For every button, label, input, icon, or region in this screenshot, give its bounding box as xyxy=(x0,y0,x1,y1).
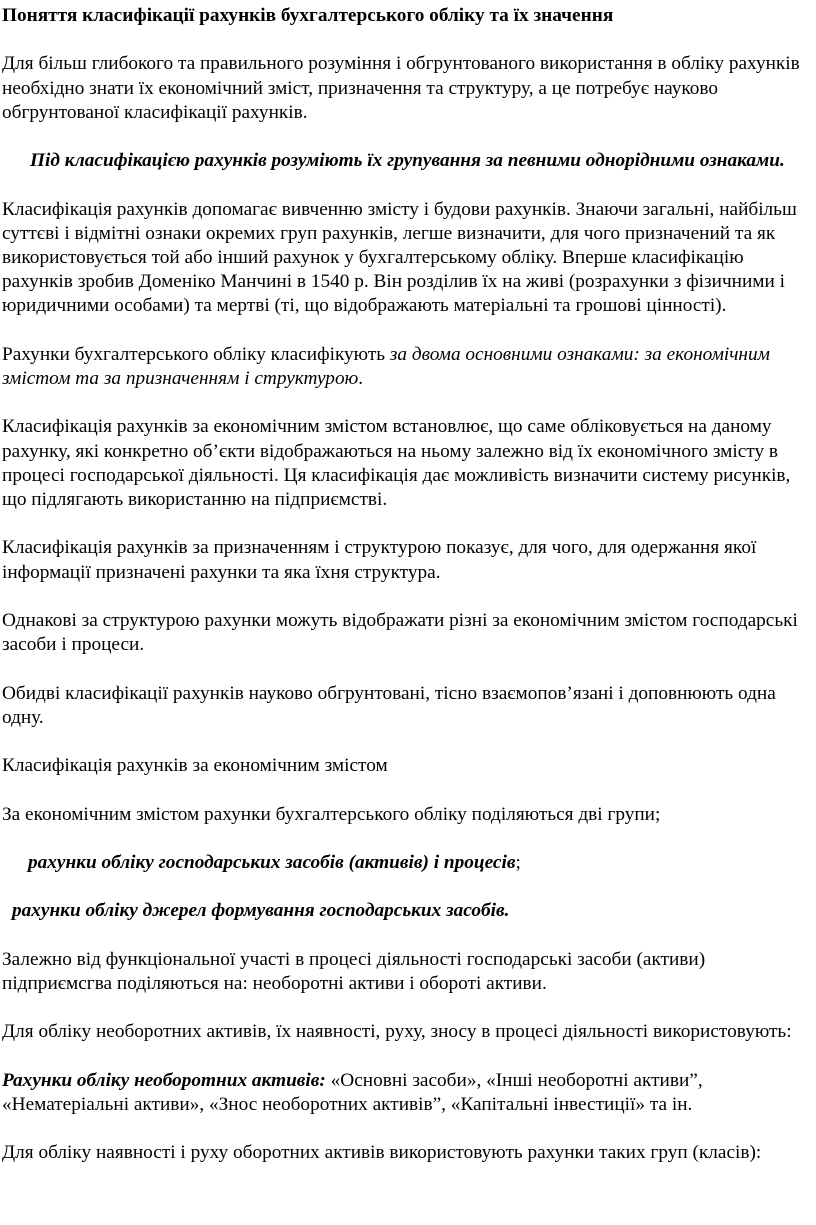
group-item-sources: рахунки обліку джерел формування господарських засобів. xyxy=(12,900,510,922)
paragraph-economic-content: Класифікація рахунків за економічним змістом встановлює, що саме обліковується на даному рахунку, які конкретно об’єкти відображаються на ньому залежно від їх економічного змісту в процесі господарської діяльності. Ця класифікація дає можливість визначити систему рисунків, що підлягають використанню на підприємстві. xyxy=(2,416,791,510)
paragraph-same-structure: Однакові за структурою рахунки можуть відображати різні за економічним змістом господарські засоби і процеси. xyxy=(2,609,798,656)
definition-paragraph: Під класифікацією рахунків розуміють їх групування за певними однорідними ознаками. xyxy=(30,150,785,172)
group-item-assets-end: ; xyxy=(515,851,521,873)
paragraph-functional-participation: Залежно від функціональної участі в процесі діяльності господарські засоби (активи) підприємсгва поділяються на: необоротні активи і обороті активи. xyxy=(2,948,706,994)
paragraph-two-groups: За економічним змістом рахунки бухгалтерського обліку поділяються дві групи; xyxy=(2,803,661,825)
document-title: Поняття класифікації рахунків бухгалтерського обліку та їх значення xyxy=(2,5,614,26)
paragraph-both-classifications: Обидві класифікації рахунків науково обгрунтовані, тісно взаємопов’язані і доповнюють одна одну. xyxy=(2,682,776,728)
paragraph-noncurrent-usage: Для обліку необоротних активів, їх наявності, руху, зносу в процесі діяльності використовують: xyxy=(2,1021,792,1043)
group-item-assets xyxy=(2,851,814,875)
noncurrent-accounts-list: «Основні засоби», «Інші необоротні активи”, «Нематеріальні активи», «Знос необоротних активів”, «Капітальні інвестиції» та ін. xyxy=(2,1069,703,1115)
paragraph-purpose-structure: Класифікація рахунків за призначенням і структурою показує, для чого, для одержання якої інформації призначені рахунки та яка їхня структура. xyxy=(2,537,757,583)
section-heading-economic-content: Класифікація рахунків за економічним змістом xyxy=(2,755,388,777)
two-criteria-end: . xyxy=(358,367,364,389)
paragraph-classification-purpose: Класифікація рахунків допомагає вивченню змісту і будови рахунків. Знаючи загальні, найбільш суттєві і відмітні ознаки окремих груп рахунків, легше визначити, для чого призначений та як використовується той або інший рахунок у бухгалтерському обліку. Вперше класифікацію рахунків зробив Доменіко Манчині в 1540 р. Він розділив їх на живі (розрахунки з фізичними і юридичними особами) та мертві (ті, що відображають матеріальні та грошові цінності). xyxy=(2,198,797,317)
paragraph-current-assets: Для обліку наявності і руху оборотних активів використовують рахунки таких груп (класів): xyxy=(2,1142,762,1164)
paragraph-intro: Для більш глибокого та правильного розуміння і обгрунтованого використання в обліку рахунків необхідно знати їх економічний зміст, призначення та структуру, а це потребує науково обгрунтованої класифікації рахунків. xyxy=(2,53,800,123)
two-criteria-text: Рахунки бухгалтерського обліку класифікують xyxy=(2,343,390,365)
document-page xyxy=(2,4,814,1190)
noncurrent-accounts-heading: Рахунки обліку необоротних активів: xyxy=(2,1069,326,1091)
paragraph-two-criteria xyxy=(2,343,814,391)
paragraph-noncurrent-accounts xyxy=(2,1069,814,1117)
two-criteria-italic: за двома основними ознаками: за економічним змістом та за призначенням і структурою xyxy=(2,343,770,389)
group-item-assets-text: рахунки обліку господарських засобів (активів) і процесів xyxy=(28,851,516,873)
